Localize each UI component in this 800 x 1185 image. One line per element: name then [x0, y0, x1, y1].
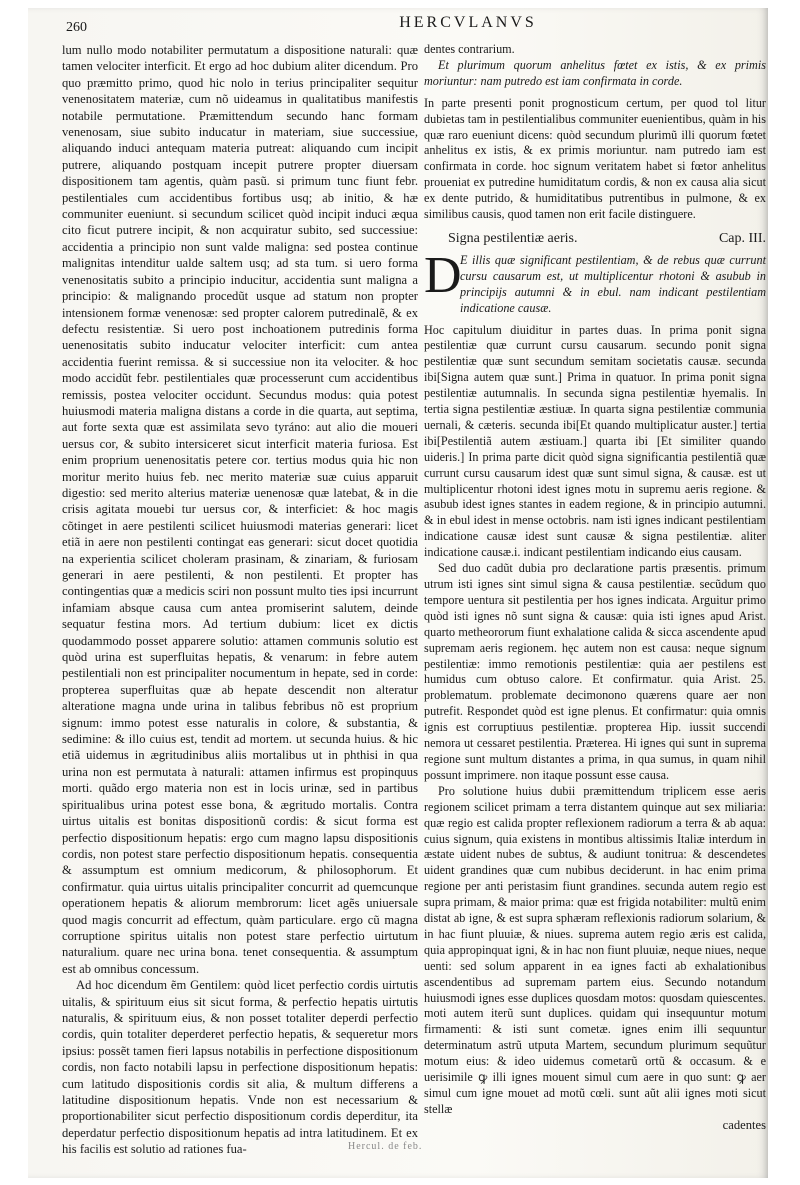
- drop-cap: D: [424, 246, 462, 304]
- chapter-number: Cap. III.: [718, 230, 766, 246]
- commentary-paragraph: In parte presenti ponit prognosticum certum, per quod tol litur dubietas tam in pestilentialibus communiter euenientibus, quàm in his quæ raro eueniunt dicens: quòd secundum plurimũ illi quorum fœtet anhelitus ex istis, & ex primis moriuntur. nam putredo iam est confirmata in corde. hoc signum veritatem habet si fœtor anhelitus proueniat ex putredine humiditatum cordis, & non ex causa alia sicut ex dente putrido, & humiditatibus putrentibus in pulmone, & ex similibus causis, quod tamen non erit facile distinguere.: [424, 95, 766, 222]
- book-page: [28, 8, 768, 1178]
- left-paragraph-2: Ad hoc dicendum ẽm Gentilem: quòd licet perfectio cordis uirtutis uitalis, & spirituum eius sit sicut forma, & perfectio hepatis uirtutis naturalis, & spirituum eius, & non posset totaliter deperdi perfectio cordis, quin totaliter deperderet perfectio hepatis, & sequeretur mors ipsius: possẽt tamen fieri lapsus notabilis in perfectione dispositionum cordis, non facto notabili lapsu in perfectione dispositionum hepatis: cum latitudo dispositionis cordis sit alia, & multum differens a latitudine dispositionum hepatis. Vnde non est necessarium & proportionabiliter sicut perfectio dispositionum cordis deperditur, ita deperdatur perfectio dispositionum hepatis ad intra latitudinem. Et ex his facilis est solutio ad rationes fua-: [62, 978, 418, 1157]
- catchword: cadentes: [722, 1117, 766, 1132]
- page-number: 260: [66, 20, 87, 35]
- right-paragraph-1: Hoc capitulum diuiditur in partes duas. In prima ponit signa pestilentiæ quæ currunt cursu causarum. secundo ponit signa pestilentiæ quæ sunt secundum semitam societatis causæ. secunda ibi[Signa autem quæ sunt.] Prima in quatuor. In prima ponit signa pestilentiæ autumnalis. In secunda signa pestilentiæ hyemalis. In tertia signa pestilentiæ æstiuæ. In quarta signa pestilentiæ communia uernali, & cæteris. secunda ibi[Et quando multiplicatur auster.] tertia ibi[Pestilentiã autem æstiuam.] quarta ibi [Et similiter quando uideris.] In prima parte dicit quòd signa significantia pestilentiã quæ currunt cursu causarum idest quæ sunt simul signa, & causæ. est ut multiplicentur rhotoni idest ignes motu in supremu aeris regione. & asubub idest ignes stantes in eadem regione, & in principio autumni. & in ebul idest in mense octobris. nam isti ignes indicant pestilentiam indicatione causæ idest sunt causæ & signa pestilentiæ. aliter indicatione causæ.i. indicant pestilentiam indicando eius causam.: [424, 322, 766, 560]
- right-paragraph-2: Sed duo cadũt dubia pro declaratione partis præsentis. primum utrum isti ignes sint simul signa & causa pestilentiæ. secũdum quo tempore uentura sit pestilentia per hos ignes indicata. Arguitur primo quòd isti ignes nõ sunt signa & causæ: quia isti ignes apud Arist. quarto metheororum fiunt exhalatione calida & sicca ascendente apud supremam aeris regionem. hęc autem non est causa: neque signum pestilentiæ: immo remotionis pestilentiæ: quia aer pestilens est humidus cum obtuso calore. Et confirmatur. quia Arist. 25. problematum. problemate decimonono quærens quare aer non putrefit. Respondet quòd est igne plenus. Et confirmatur: quia omnis ignis est corruptiuus pestilentiæ. propterea Hip. iussit succendi nemora ut cessaret pestilentia. Præterea. Hi ignes qui sunt in suprema regione sunt multum distantes a prima, in qua sumus, in quam nihil possunt imprimere. non itaque possunt esse causa.: [424, 561, 766, 782]
- chapter-title: Signa pestilentiæ aeris.: [448, 230, 578, 246]
- chapter-heading: [448, 231, 766, 247]
- footer-mark: Hercul. de feb.: [348, 1141, 423, 1152]
- left-paragraph-1: lum nullo modo notabiliter permutatum a dispositione naturali: quæ tamen velociter interficit. Et ergo ad hoc dubium aliter dicendum. Pro quo præmitto primo, quod hic nolo in terius principaliter sequitur venenositatem materiæ, cum nõ uideamus in qualitatibus manifestis notabile permutatione. Præmittendum secundo hanc formam venenosam, siue subito inducatur in materiam, siue successiue, aliquando induci antequam materia putreat: aliquando cum incipit putrere, aliquando postquam incepit putrere propter diuersam dispositionem tam agentis, quàm pasũ. si primum tunc fiunt febr. pestilentiales cum accidentibus fortibus usq; ab initio, & hæ communiter eueniunt. si secundum scilicet quòd incipit induci æqua cito ficut putrere incipit, & non acquiratur subito, sed successiue: accidentia a principio non sunt valde maligna: sed postea continue malignitas intenditur ualde saltem usq; ad sta tum. si uero forma venenositatis subito a principio inducitur, accidentia sunt maligna a principio: & malignando procedũt usque ad statum non propter intensionem formæ venenosæ: sed propter calorem putredinalẽ, & ex defectu resistentiæ. Si uero post inchoationem putredinis forma uenenositatis subito inducatur velociter interficit: cum antea accidentia fuerint remissa. & si successiue non ita velociter. & hoc modo accidũt febr. pestilentiales quæ processerunt cum accidentibus remissis, postea velociter occidunt. Secundus modus: quia potest huiusmodi materia maligna distans a corde in die quarta, aut septima, aut forte sexta quæ est assimilata sevo tyráno: aut alio die moueri uersus cor, & subito intersiceret sicut interficit materia furiosa. Est enim proprium uenenositatis petere cor. tertius modus quia hic non moritur merito huius feb. nec merito materiæ suæ cuius apparuit digestio: sed merito alterius materiæ uenenosæ quæ latebat, & in die crisis agitata mouebi tur uersus cor, & interficiet: & hoc magis cõtinget in aere pestilenti scilicet huiusmodi materias generari: licet etiã in aere non pestilenti contingat eas generari: sicut docet quotidia na experientia scilicet choleram prasinam, & zinariam, & furiosam generari in aere pestilenti, & non pestilenti. Et propter has contingentias quæ a medicis sciri non possunt multo ties ipsi incurrunt infamiam absque causa cum antea promiserint salutem, deinde sequatur festina mors. Ad tertium dubium: licet ex dictis quodammodo posset apparere solutio: attamen communis solutio est quòd urina est superfluitas hepatis, & venarum: in febre autem pestilentiali non est principaliter nocumentum in hepate, sed in corde: propterea superfluitas quæ ab hepate descendit non alteratur alteratione magna unde urina in talibus febribus nõ est proprium signum: immo potest esse naturalis in colore, & substantia, & sedimine: & illo cuius est, tendit ad mortem. ut secunda huius. & hic etiã uidemus in ægritudinibus aliis mortalibus ut in phthisi in qua urina non est permutata à naturali: attamen infirmus est propinquus morti. quãdo ergo materia non est in locis urinæ, sed in partibus spiritualibus urina potest esse bona, & ægritudo mortalis. Contra uirtus uitalis est bonitas dispositionũ cordis: & sicut forma est perfectio dispositionum hepatis: ergo cum magno lapsu dispositionis cordis, non potest stare perfectio dispositionum hepatis. consequentia & assumptum est omnium medicorum, & philosophorum. Et confirmatur. quia uirtus uitalis principaliter concurrit ad quemcunque operationem hepatis & aliorum membrorum: licet agẽs uniuersale quod magis concurrit ad effectum, quàm particulare. ergo cũ magna corruptione spiritus uitalis non potest stare perfectio uirtutum naturalium. quare nec urina bona. tenet consequentia. & assumptum est ab omnibus concessum.: [62, 43, 418, 976]
- aphorism-quote: Et plurimum quorum anhelitus fœtet ex istis, & ex primis moriuntur: nam putredo est iam confirmata in corde.: [424, 57, 766, 88]
- right-column: [424, 42, 766, 1134]
- chapter-intro-text: E illis quæ significant pestilentiam, & de rebus quæ currunt cursu causarum est, ut multiplicentur rhotoni & asubub in principijs autumni & in ebul. nam indicant pestilentiam indicatione causæ.: [460, 252, 766, 315]
- right-paragraph-3: Pro solutione huius dubii præmittendum triplicem esse aeris regionem scilicet primam a terra distantem quinque aut sex miliaria: quæ regio est calida propter reflexionem radiorum a terra & ab aqua: cuius signum, quia existens in montibus altissimis Italiæ interdum in æstate uident nubes de subtus, & audiunt tonitrua: & descendetes uident grandines quæ cum nubibus deciderunt. in hac enim prima regione per anti peristasim fiunt grandines. secunda autem regio est supra primam, & maior prima: quæ est frigida notabiliter: multũ enim distat ab igne, & est supra sphæram reflexionis radiorum solarium, & in hac fiunt pluuiæ, & niues. suprema autem regio æris est calida, quia appropinquat igni, & in hac non fiunt pluuiæ, neque niues, neque uenti: sed solum apparent in ea ignes facti ab exhalationibus ascendentibus ad supremam partem eius. Secundo notandum huiusmodi ignes esse duplices quosdam motos: quosdam quiescentes. moti autem iterũ sunt duplices. quidam qui insequuntur motum firmamenti: & isti sunt cometæ. ignes enim illi sequuntur determinatum astrũ utputa Martem, secundum plurimum sequũtur motum eius: & ideo uidemus cometarũ ortũ & occasum. & e uerisimile ꝙ illi ignes mouent simul cum aere in quo sunt: ꝙ aer simul cum igne mouet ad motũ cœli. sunt aũt alii ignes moti sicut stellæ: [424, 783, 766, 1116]
- right-top-line: dentes contrarium.: [424, 42, 515, 56]
- chapter-intro: [424, 246, 766, 317]
- left-column: [62, 42, 418, 1158]
- running-head: HERCVLANVS: [399, 14, 537, 31]
